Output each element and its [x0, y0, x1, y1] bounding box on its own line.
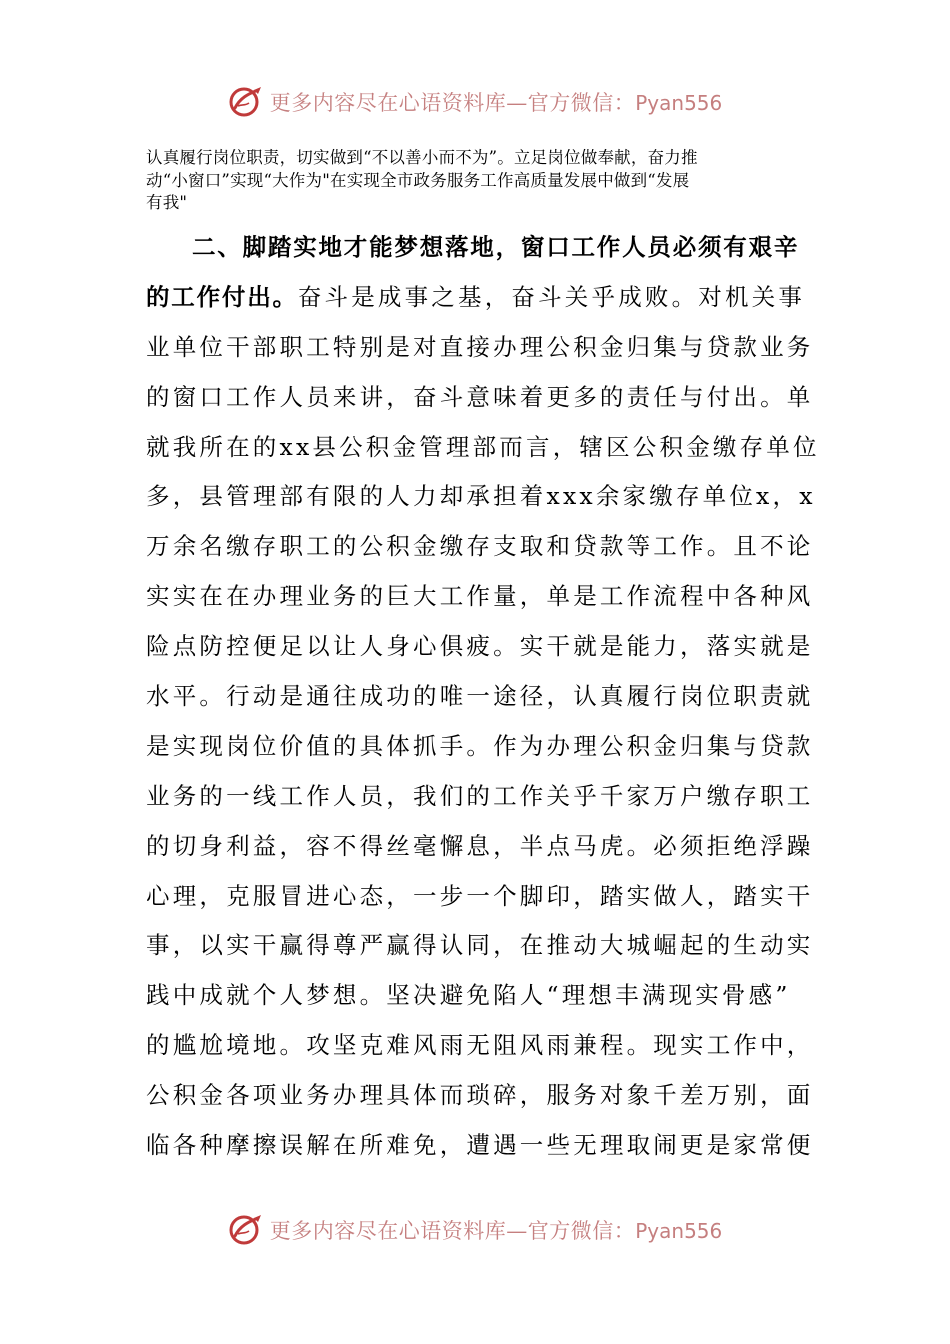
- header-banner-content: [228, 84, 723, 120]
- footer-banner-text: [270, 1215, 723, 1245]
- paragraph-line: 是实现岗位价值的具体抓手。作为办理公积金归集与贷款: [146, 731, 814, 760]
- header-banner: [0, 80, 950, 124]
- header-banner-label: 更多内容尽在心语资料库—官方微信：: [269, 91, 636, 115]
- paragraph-line: 的切身利益，容不得丝毫懈息，半点马虎。必须拒绝浮躁: [146, 831, 814, 860]
- footer-banner-content: [228, 1212, 723, 1248]
- paragraph-line: 水平。行动是通往成功的唯一途径，认真履行岗位职责就: [146, 682, 814, 711]
- lead-line: 认真履行岗位职责，切实做到“不以善小而不为”。立足岗位做奉献，奋力推: [146, 148, 698, 167]
- paragraph-line: 多，县管理部有限的人力却承担着xxx余家缴存单位x，x: [146, 482, 816, 511]
- header-banner-brand: Pyan556: [635, 91, 723, 115]
- paragraph-line: 实实在在办理业务的巨大工作量，单是工作流程中各种风: [146, 582, 814, 611]
- footer-banner: [0, 1208, 950, 1252]
- pen-signature-logo-icon: [228, 84, 264, 120]
- lead-paragraph: [146, 147, 811, 215]
- paragraph-line: 事，以实干赢得尊严赢得认同，在推动大城崛起的生动实: [146, 931, 814, 960]
- paragraph-line: 业单位干部职工特别是对直接办理公积金归集与贷款业务: [146, 332, 814, 361]
- paragraph-line: 万余名缴存职工的公积金缴存支取和贷款等工作。且不论: [146, 532, 814, 561]
- paragraph-line: 心理，克服冒进心态，一步一个脚印，踏实做人，踏实干: [146, 881, 814, 910]
- paragraph-line: 临各种摩擦误解在所难免，遭遇一些无理取闹更是家常便: [146, 1131, 814, 1160]
- lead-line: 有我": [146, 193, 188, 212]
- lead-line: 动“小窗口”实现“大作为"在实现全市政务服务工作高质量发展中做到“发展: [146, 170, 690, 190]
- paragraph-line: 的尴尬境地。攻坚克难风雨无阻风雨兼程。现实工作中，: [146, 1031, 814, 1060]
- paragraph-text: 奋斗是成事之基，奋斗关乎成败。对机关事: [297, 282, 806, 311]
- paragraph-line: 业务的一线工作人员，我们的工作关乎千家万户缴存职工: [146, 781, 814, 810]
- main-paragraph: [146, 223, 826, 1171]
- header-banner-text: [270, 87, 723, 117]
- paragraph-line: 公积金各项业务办理具体而琐碎，服务对象千差万别，面: [146, 1081, 814, 1110]
- section-heading-end: 的工作付出。: [146, 282, 298, 311]
- paragraph-line: 践中成就个人梦想。坚决避免陷人“理想丰满现实骨感”: [146, 981, 791, 1010]
- heading-continuation-line: [146, 273, 826, 323]
- paragraph-line: 险点防控便足以让人身心俱疲。实干就是能力，落实就是: [146, 632, 814, 661]
- section-heading: 二、脚踏实地才能梦想落地，窗口工作人员必须有艰辛: [192, 233, 800, 261]
- paragraph-line: 的窗口工作人员来讲，奋斗意味着更多的责任与付出。单: [146, 382, 814, 411]
- footer-banner-label: 更多内容尽在心语资料库—官方微信：: [269, 1219, 636, 1243]
- pen-signature-logo-icon: [228, 1212, 264, 1248]
- paragraph-line: 就我所在的xx县公积金管理部而言，辖区公积金缴存单位: [146, 432, 820, 461]
- footer-banner-brand: Pyan556: [635, 1219, 723, 1243]
